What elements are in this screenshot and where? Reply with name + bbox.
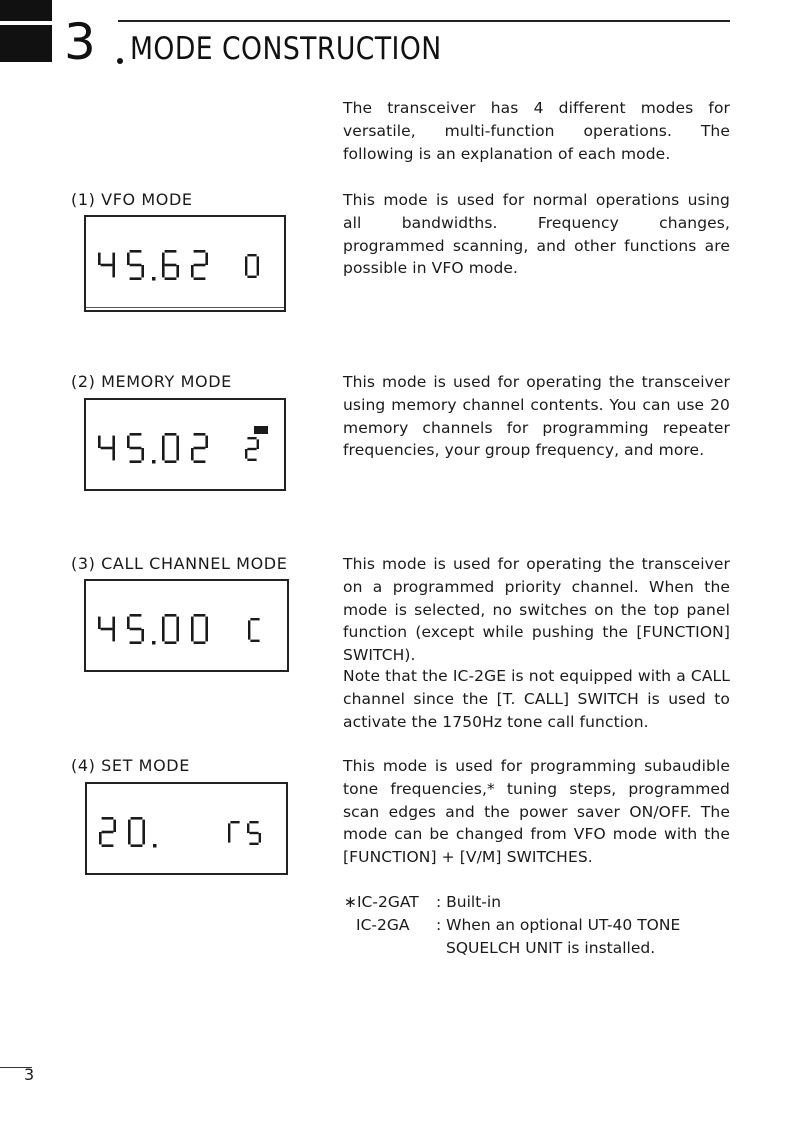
lcd4-digit-0-seg-d <box>102 844 114 847</box>
lcd4-digit-0-seg-g <box>102 831 114 834</box>
lcd4-digit-0-seg-b <box>113 820 116 832</box>
set-lcd-digits <box>87 784 286 873</box>
lcd3-digit-1-seg-a <box>130 614 142 617</box>
lcd1-digit-3-seg-b <box>205 253 208 265</box>
lcd3-decimal-point <box>152 641 156 645</box>
lcd1-right-0-seg-c <box>257 266 259 276</box>
lcd2-right-0-seg-e <box>245 449 247 459</box>
lcd3-digit-0-seg-f <box>98 617 101 629</box>
lcd2-digit-2-seg-b <box>176 436 179 448</box>
set-lcd-display <box>85 782 288 875</box>
lcd4-digit-1-seg-e <box>128 832 131 844</box>
lcd3-digit-0-seg-b <box>112 617 115 629</box>
lcd2-digit-1-seg-f <box>127 436 130 448</box>
lcd1-digit-0-seg-g <box>101 264 113 267</box>
lcd2-right-0-seg-d <box>247 459 256 461</box>
lcd3-digit-3-seg-c <box>205 629 208 641</box>
lcd2-digit-1-seg-g <box>130 447 142 450</box>
footnote-model-1: ∗IC-2GAT <box>344 893 419 911</box>
lcd4-digit-1-seg-c <box>142 832 145 844</box>
lcd2-right-0-seg-b <box>257 439 259 449</box>
lcd3-digit-1-seg-g <box>130 628 142 631</box>
lcd3-digit-0-seg-c <box>112 629 115 641</box>
lcd4-digit-1-seg-f <box>128 820 131 832</box>
lcd3-digit-3-seg-b <box>205 617 208 629</box>
lcd4-right-1-seg-c <box>259 833 261 843</box>
lcd3-digit-2-seg-e <box>162 629 165 641</box>
title-rule <box>118 20 730 22</box>
lcd4-right-1-seg-g <box>249 832 258 834</box>
lcd2-digit-3-seg-g <box>194 447 206 450</box>
lcd3-right-0-seg-f <box>248 620 250 630</box>
lcd1-digit-1-seg-a <box>130 250 142 253</box>
set-mode-heading: (4) SET MODE <box>71 756 190 775</box>
call-lcd-digits <box>86 581 287 670</box>
lcd1-digit-1-seg-c <box>141 265 144 277</box>
lcd1-digit-2-seg-c <box>176 265 179 277</box>
vfo-lcd-digits <box>86 217 284 310</box>
memory-lcd-digits <box>86 400 284 489</box>
lcd2-memory-indicator-icon <box>254 426 268 434</box>
lcd4-right-1-seg-a <box>249 821 258 823</box>
lcd1-right-0-seg-a <box>247 254 256 256</box>
lcd1-digit-2-seg-e <box>162 265 165 277</box>
lcd1-decimal-point <box>152 277 156 281</box>
lcd3-right-0-seg-d <box>250 640 259 642</box>
lcd2-digit-1-seg-a <box>130 433 142 436</box>
memory-lcd-display <box>84 398 286 491</box>
lcd4-right-1-seg-d <box>249 843 258 845</box>
chapter-tab-marker <box>0 0 52 62</box>
lcd4-right-0-seg-e <box>228 833 230 843</box>
lcd2-right-0-seg-g <box>247 448 256 450</box>
footnote-text-1: : Built-in <box>436 893 502 911</box>
lcd3-digit-3-seg-d <box>194 641 206 644</box>
lcd1-right-0-seg-d <box>247 276 256 278</box>
chapter-number: 3 <box>64 13 96 71</box>
lcd1-digit-1-seg-f <box>127 253 130 265</box>
footnote-text-2: : When an optional UT-40 TONE <box>436 916 681 934</box>
lcd1-digit-3-seg-a <box>194 250 206 253</box>
lcd1-digit-0-seg-f <box>98 253 101 265</box>
lcd2-digit-2-seg-f <box>162 436 165 448</box>
footnote-block <box>344 891 734 960</box>
lcd1-digit-3-seg-d <box>194 277 206 280</box>
lcd3-digit-1-seg-c <box>141 629 144 641</box>
lcd3-digit-2-seg-a <box>165 614 177 617</box>
lcd2-digit-1-seg-c <box>141 448 144 460</box>
lcd1-right-0-seg-b <box>257 256 259 266</box>
lcd1-digit-2-seg-a <box>165 250 177 253</box>
lcd1-digit-0-seg-b <box>112 253 115 265</box>
lcd2-digit-2-seg-d <box>165 460 177 463</box>
lcd1-digit-1-seg-d <box>130 277 142 280</box>
lcd4-right-0-seg-f <box>228 823 230 833</box>
lcd3-digit-1-seg-d <box>130 641 142 644</box>
lcd1-digit-3-seg-e <box>191 265 194 277</box>
lcd3-digit-2-seg-b <box>176 617 179 629</box>
lcd4-digit-0-seg-e <box>99 832 102 844</box>
lcd1-digit-2-seg-d <box>165 277 177 280</box>
vfo-lcd-display <box>84 215 286 312</box>
lcd4-digit-1-seg-b <box>142 820 145 832</box>
call-channel-note: Note that the IC-2GE is not equipped with a CALL channel since the [T. CALL] SWITCH is used to activate the 1750Hz tone call function. <box>343 667 730 731</box>
lcd4-digit-1-seg-a <box>131 817 143 820</box>
page-number: 3 <box>24 1065 35 1084</box>
lcd2-digit-3-seg-b <box>205 436 208 448</box>
call-channel-mode-heading: (3) CALL CHANNEL MODE <box>71 554 288 573</box>
lcd2-digit-1-seg-d <box>130 460 142 463</box>
lcd1-digit-1-seg-g <box>130 264 142 267</box>
lcd3-digit-2-seg-c <box>176 629 179 641</box>
lcd1-digit-2-seg-g <box>165 264 177 267</box>
lcd3-digit-2-seg-f <box>162 617 165 629</box>
footnote-text-2-cont: SQUELCH UNIT is installed. <box>446 939 656 957</box>
vfo-mode-heading: (1) VFO MODE <box>71 190 193 209</box>
set-mode-description: This mode is used for programming subaudible tone frequencies,* tuning steps, programmed scan edges and the power saver ON/OFF. The mode can be changed from VFO mode with the [FUNCTION] + [V/M] SWITCHES. <box>343 757 730 867</box>
lcd3-digit-0-seg-g <box>101 628 113 631</box>
lcd2-digit-2-seg-e <box>162 448 165 460</box>
lcd2-digit-0-seg-g <box>101 447 113 450</box>
lcd2-decimal-point <box>152 460 156 464</box>
lcd3-right-0-seg-a <box>250 618 259 620</box>
lcd3-right-0-seg-e <box>248 630 250 640</box>
lcd2-digit-2-seg-a <box>165 433 177 436</box>
lcd1-digit-0-seg-c <box>112 265 115 277</box>
lcd3-digit-3-seg-f <box>191 617 194 629</box>
lcd4-decimal-point <box>153 844 157 848</box>
footnote-model-2: IC-2GA <box>356 916 410 934</box>
lcd1-digit-3-seg-g <box>194 264 206 267</box>
call-channel-mode-description: This mode is used for operating the transceiver on a programmed priority channel. When the mode is selected, no switches on the top panel function (except while pushing the [FUNCTION] SWITCH). <box>343 555 730 665</box>
lcd4-digit-0-seg-a <box>102 817 114 820</box>
lcd4-right-1-seg-f <box>247 823 249 833</box>
lcd4-digit-1-seg-d <box>131 844 143 847</box>
call-lcd-display <box>84 579 289 672</box>
vfo-mode-description: This mode is used for normal operations using all bandwidths. Frequency changes, programmed scanning, and other functions are possible in VFO mode. <box>343 191 730 278</box>
lcd2-digit-0-seg-f <box>98 436 101 448</box>
lcd2-digit-3-seg-e <box>191 448 194 460</box>
lcd2-digit-3-seg-a <box>194 433 206 436</box>
intro-paragraph: The transceiver has 4 different modes for versatile, multi-function operations. The following is an explanation of each mode. <box>343 99 730 163</box>
lcd2-right-0-seg-a <box>247 437 256 439</box>
lcd2-digit-2-seg-c <box>176 448 179 460</box>
lcd1-right-0-seg-f <box>245 256 247 266</box>
memory-mode-description: This mode is used for operating the transceiver using memory channel contents. You can use 20 memory channels for programming repeater frequencies, your group frequency, and more. <box>343 373 730 460</box>
lcd2-digit-3-seg-d <box>194 460 206 463</box>
chapter-number-dot <box>117 58 123 64</box>
lcd4-right-0-seg-a <box>230 821 239 823</box>
chapter-title: MODE CONSTRUCTION <box>130 31 442 67</box>
lcd1-digit-2-seg-f <box>162 253 165 265</box>
lcd3-digit-2-seg-d <box>165 641 177 644</box>
memory-mode-heading: (2) MEMORY MODE <box>71 372 232 391</box>
lcd2-digit-0-seg-b <box>112 436 115 448</box>
lcd1-right-0-seg-e <box>245 266 247 276</box>
lcd3-digit-3-seg-e <box>191 629 194 641</box>
lcd2-digit-0-seg-c <box>112 448 115 460</box>
lcd3-digit-1-seg-f <box>127 617 130 629</box>
lcd3-digit-3-seg-a <box>194 614 206 617</box>
